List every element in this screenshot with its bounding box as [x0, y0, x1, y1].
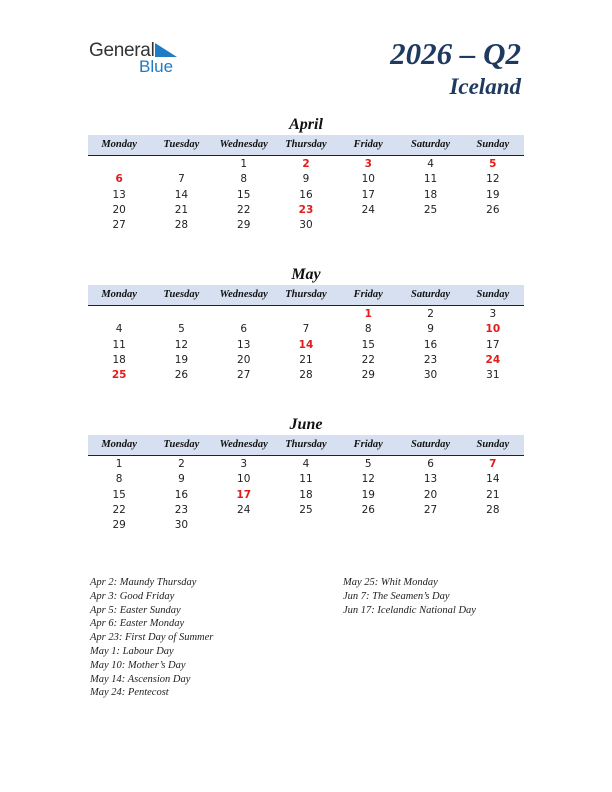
logo-general-text: General: [89, 40, 155, 61]
weekday-label: Wednesday: [219, 439, 268, 450]
day-cell: 21: [174, 203, 189, 216]
day-cell: 25: [299, 503, 313, 516]
logo-blue-text: Blue: [139, 57, 174, 76]
empty-day-cell: [275, 518, 337, 533]
week-row: [88, 322, 524, 337]
day-cell: 13: [423, 473, 438, 486]
weekday-label: Monday: [101, 439, 137, 450]
month-title: May: [291, 266, 321, 283]
week-row: [88, 503, 524, 518]
empty-day-cell: [213, 307, 275, 322]
day-cell: 29: [237, 219, 251, 232]
day-cell: 26: [174, 369, 189, 382]
day-cell: 18: [112, 353, 126, 366]
day-cell: 16: [299, 188, 313, 201]
day-cell: 25: [423, 203, 438, 216]
day-cell: 6: [115, 173, 123, 186]
day-cell: 14: [174, 188, 189, 201]
day-cell: 13: [237, 338, 251, 351]
day-cell: 15: [237, 188, 251, 201]
day-cell: 20: [112, 203, 126, 216]
week-row: [88, 472, 524, 487]
weekday-label: Thursday: [285, 139, 327, 150]
week-row: [88, 307, 524, 322]
weekday-label: Monday: [101, 289, 137, 300]
country-name: Iceland: [449, 74, 521, 99]
day-cell: 12: [486, 173, 500, 186]
weekday-label: Wednesday: [219, 289, 268, 300]
day-cell: 19: [361, 488, 375, 501]
day-cell: 8: [240, 173, 248, 186]
empty-day-cell: [213, 518, 275, 533]
empty-day-cell: [337, 518, 399, 533]
day-cell: 5: [489, 158, 497, 170]
day-cell: 17: [486, 338, 500, 351]
week-row: [88, 157, 524, 172]
weekday-label: Thursday: [285, 439, 327, 450]
day-cell: 2: [427, 308, 434, 320]
empty-day-cell: [150, 157, 212, 172]
weekday-label: Friday: [353, 139, 383, 150]
day-cell: 5: [178, 323, 185, 336]
holiday-item: Jun 7: The Seamen’s Day: [343, 590, 450, 602]
day-cell: 23: [174, 503, 189, 516]
day-cell: 21: [486, 488, 500, 501]
day-cell: 17: [236, 488, 252, 501]
empty-day-cell: [337, 218, 399, 233]
holiday-item: May 1: Labour Day: [90, 645, 174, 657]
day-cell: 4: [115, 323, 123, 336]
day-cell: 7: [178, 173, 185, 186]
day-cell: 2: [302, 158, 310, 170]
day-cell: 26: [486, 203, 500, 216]
month-title: June: [289, 416, 323, 433]
day-cell: 19: [174, 353, 189, 366]
day-cell: 28: [174, 219, 189, 232]
day-cell: 9: [178, 473, 185, 486]
day-cell: 7: [302, 323, 310, 336]
day-cell: 22: [361, 353, 375, 366]
day-cell: 24: [485, 353, 501, 366]
day-cell: 20: [237, 353, 251, 366]
weekday-label: Saturday: [411, 289, 451, 300]
day-cell: 16: [174, 488, 189, 501]
day-cell: 23: [298, 203, 314, 216]
day-cell: 12: [174, 338, 189, 351]
weekday-label: Saturday: [411, 439, 451, 450]
day-cell: 18: [299, 488, 313, 501]
day-cell: 9: [427, 323, 434, 336]
week-row: [88, 353, 524, 368]
day-cell: 21: [299, 353, 313, 366]
day-cell: 10: [237, 473, 251, 486]
day-cell: 30: [299, 219, 313, 232]
day-cell: 6: [240, 323, 248, 336]
day-cell: 5: [364, 458, 372, 470]
day-cell: 29: [112, 519, 126, 532]
month-april: [88, 115, 524, 233]
day-cell: 18: [423, 188, 438, 201]
weekday-header: [88, 285, 524, 306]
weekday-label: Sunday: [476, 439, 510, 450]
weekday-label: Sunday: [476, 289, 510, 300]
weekday-label: Tuesday: [163, 439, 200, 450]
weekday-header: [88, 135, 524, 156]
day-cell: 27: [237, 369, 251, 382]
day-cell: 16: [423, 338, 438, 351]
holiday-list-right: [343, 576, 476, 617]
day-cell: 2: [178, 458, 185, 470]
weekday-label: Friday: [353, 439, 383, 450]
day-cell: 29: [361, 369, 375, 382]
day-cell: 26: [361, 503, 375, 516]
day-cell: 20: [423, 488, 438, 501]
day-cell: 22: [112, 503, 126, 516]
holiday-item: Jun 17: Icelandic National Day: [343, 604, 476, 616]
day-cell: 27: [423, 503, 438, 516]
empty-day-cell: [462, 218, 524, 233]
weekday-label: Thursday: [285, 289, 327, 300]
week-row: [88, 188, 524, 203]
page-title: 2026 – Q2: [390, 36, 521, 71]
holiday-item: Apr 2: Maundy Thursday: [90, 577, 197, 588]
holiday-item: Apr 23: First Day of Summer: [90, 632, 214, 644]
weekday-label: Tuesday: [163, 139, 200, 150]
day-cell: 13: [112, 188, 126, 201]
week-row: [88, 457, 524, 472]
weekday-label: Saturday: [411, 139, 451, 150]
week-row: [88, 368, 524, 383]
logo: [89, 40, 189, 80]
day-cell: 28: [486, 503, 500, 516]
day-cell: 8: [115, 473, 123, 486]
week-row: [88, 218, 524, 233]
day-cell: 1: [240, 158, 248, 170]
day-cell: 3: [364, 158, 372, 170]
day-cell: 28: [299, 369, 313, 382]
holiday-item: May 25: Whit Monday: [343, 577, 438, 588]
day-cell: 30: [174, 519, 189, 532]
day-cell: 24: [361, 203, 375, 216]
day-cell: 8: [364, 323, 372, 336]
day-cell: 15: [361, 338, 375, 351]
weekday-label: Wednesday: [219, 139, 268, 150]
day-cell: 4: [302, 458, 310, 470]
day-cell: 9: [302, 173, 310, 186]
day-cell: 31: [486, 369, 500, 382]
day-cell: 11: [423, 173, 438, 186]
empty-day-cell: [150, 307, 212, 322]
empty-day-cell: [399, 518, 461, 533]
empty-day-cell: [88, 157, 150, 172]
week-row: [88, 338, 524, 353]
day-cell: 1: [115, 458, 123, 470]
week-row: [88, 488, 524, 503]
empty-day-cell: [275, 307, 337, 322]
day-cell: 3: [489, 308, 497, 320]
empty-day-cell: [462, 518, 524, 533]
holiday-item: Apr 3: Good Friday: [90, 590, 175, 602]
day-cell: 10: [485, 323, 501, 336]
day-cell: 10: [361, 173, 375, 186]
weekday-header: [88, 435, 524, 456]
week-row: [88, 518, 524, 533]
day-cell: 27: [112, 219, 126, 232]
day-cell: 6: [427, 458, 434, 470]
weekday-label: Monday: [101, 139, 137, 150]
day-cell: 15: [112, 488, 126, 501]
day-cell: 12: [361, 473, 375, 486]
day-cell: 30: [423, 369, 438, 382]
day-cell: 3: [240, 458, 248, 470]
month-may: [88, 265, 524, 383]
holiday-item: May 14: Ascension Day: [90, 673, 191, 685]
day-cell: 17: [361, 188, 375, 201]
empty-day-cell: [399, 218, 461, 233]
day-cell: 14: [298, 338, 314, 351]
day-cell: 11: [299, 473, 313, 486]
empty-day-cell: [88, 307, 150, 322]
holiday-item: Apr 6: Easter Monday: [90, 618, 185, 630]
week-row: [88, 203, 524, 218]
holiday-item: May 10: Mother’s Day: [90, 659, 186, 671]
day-cell: 11: [112, 338, 126, 351]
week-row: [88, 172, 524, 187]
day-cell: 25: [111, 369, 127, 382]
holiday-item: May 24: Pentecost: [90, 687, 169, 699]
day-cell: 7: [489, 458, 497, 470]
day-cell: 1: [364, 308, 372, 320]
day-cell: 23: [423, 353, 438, 366]
day-cell: 24: [237, 503, 251, 516]
weekday-label: Sunday: [476, 139, 510, 150]
day-cell: 19: [486, 188, 500, 201]
day-cell: 22: [237, 203, 251, 216]
holiday-item: Apr 5: Easter Sunday: [90, 604, 181, 616]
day-cell: 14: [486, 473, 500, 486]
weekday-label: Tuesday: [163, 289, 200, 300]
month-title: April: [289, 116, 323, 133]
holiday-list-left: [90, 576, 213, 700]
weekday-label: Friday: [353, 289, 383, 300]
day-cell: 4: [427, 158, 434, 170]
month-june: [88, 415, 524, 533]
